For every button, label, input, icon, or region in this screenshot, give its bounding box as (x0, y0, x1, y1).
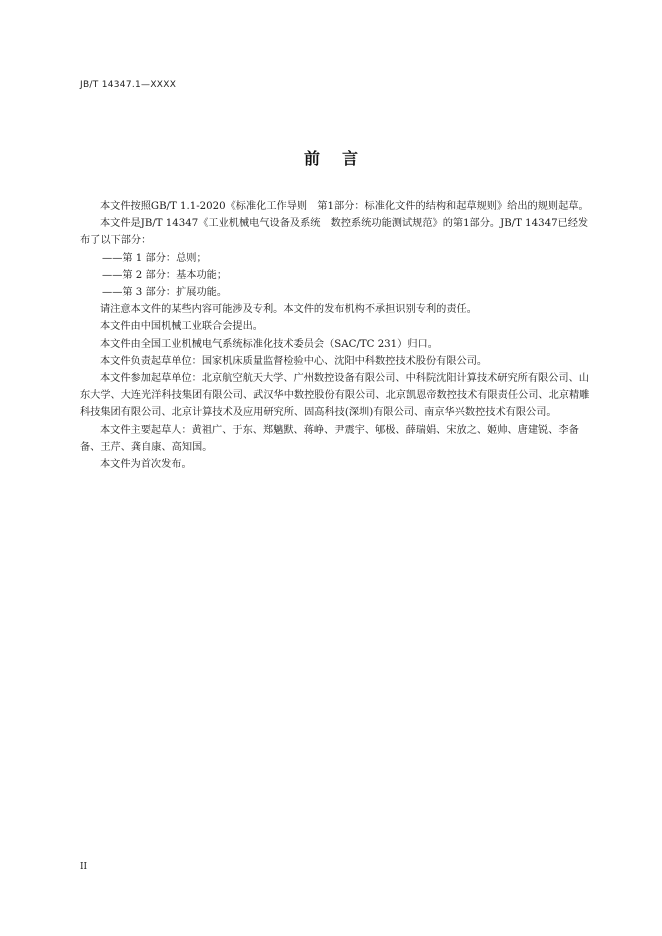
list-item-part-1: ——第 1 部分：总则； (102, 252, 207, 264)
paragraph-series-intro: 本文件是JB/T 14347《工业机械电气设备及系统 数控系统功能测试规范》的第1部分。JB/T 14347已经发布了以下部分： (80, 218, 589, 247)
paragraph-main-authors: 本文件主要起草人：黄祖广、于东、郑魑默、蒋峥、尹震宇、郇极、薛瑞娟、宋放之、姬帅、唐建锐、李备备、王芹、龚自康、高知国。 (80, 424, 579, 453)
page-title: 前言 (303, 149, 380, 168)
list-item-part-2: ——第 2 部分：基本功能； (102, 269, 228, 281)
paragraph-committee: 本文件由全国工业机械电气系统标准化技术委员会（SAC/TC 231）归口。 (100, 338, 438, 350)
paragraph-participating-drafters: 本文件参加起草单位：北京航空航天大学、广州数控设备有限公司、中科院沈阳计算技术研究所有限公司、山东大学、大连光洋科技集团有限公司、武汉华中数控股份有限公司、北京凯恩帝数控技术有限责任公司、北京精雕科技集团有限公司、北京计算技术及应用研究所、固高科技(深圳)有限公司、南京华兴数控技术有限公司。 (80, 373, 590, 419)
paragraph-proposer: 本文件由中国机械工业联合会提出。 (100, 321, 263, 333)
foreword-body (80, 198, 598, 473)
paragraph-patent-notice: 请注意本文件的某些内容可能涉及专利。本文件的发布机构不承担识别专利的责任。 (100, 304, 477, 316)
page-number: II (80, 862, 88, 872)
list-item-part-3: ——第 3 部分：扩展功能。 (102, 287, 228, 299)
paragraph-drafting-rules: 本文件按照GB/T 1.1-2020《标准化工作导则 第1部分：标准化文件的结构和起草规则》给出的规则起草。 (100, 201, 589, 212)
paragraph-first-release: 本文件为首次发布。 (100, 459, 192, 471)
standard-number-header: JB/T 14347.1—XXXX (80, 80, 177, 90)
paragraph-lead-drafters: 本文件负责起草单位：国家机床质量监督检验中心、沈阳中科数控技术股份有限公司。 (100, 355, 488, 367)
